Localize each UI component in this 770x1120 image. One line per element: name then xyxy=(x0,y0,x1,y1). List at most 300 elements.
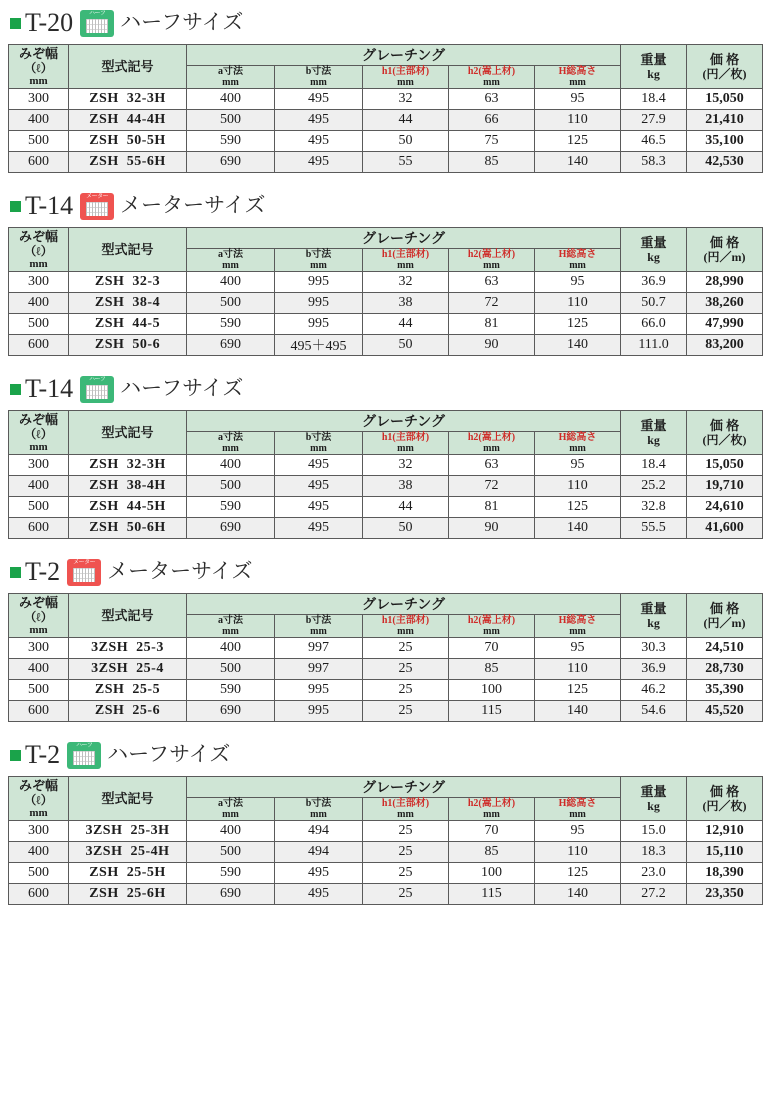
col-price xyxy=(687,45,763,89)
col-h1 xyxy=(363,249,449,272)
cell-groove: 300 xyxy=(9,638,69,659)
col-h1 xyxy=(363,798,449,821)
cell-model xyxy=(69,152,187,173)
col-price xyxy=(687,594,763,638)
cell-a: 690 xyxy=(187,335,275,356)
cell-h1: 32 xyxy=(363,455,449,476)
cell-a: 590 xyxy=(187,314,275,335)
col-a xyxy=(187,249,275,272)
col-b xyxy=(275,66,363,89)
col-b-unit: mm xyxy=(310,260,327,271)
cell-model xyxy=(69,518,187,539)
size-badge-label: ハーフ xyxy=(89,10,106,17)
cell-a: 590 xyxy=(187,863,275,884)
table-header xyxy=(9,45,763,89)
cell-h1: 44 xyxy=(363,314,449,335)
col-h-label: H総高さ xyxy=(558,249,597,260)
table-row xyxy=(9,89,763,110)
cell-price: 35,100 xyxy=(687,131,763,152)
cell-h2: 85 xyxy=(449,152,535,173)
model-text: ZSH 25-6 xyxy=(94,703,161,718)
cell-model xyxy=(69,701,187,722)
col-h-label: H総高さ xyxy=(558,615,597,626)
section-title: メーターサイズ xyxy=(107,560,253,583)
cell-a: 500 xyxy=(187,476,275,497)
table-row xyxy=(9,455,763,476)
cell-b: 494 xyxy=(275,821,363,842)
cell-h2: 63 xyxy=(449,455,535,476)
cell-h1: 50 xyxy=(363,335,449,356)
table-row xyxy=(9,476,763,497)
size-badge-label: メーター xyxy=(86,193,109,200)
model-text: 3ZSH 25-4 xyxy=(91,661,164,676)
cell-a: 500 xyxy=(187,659,275,680)
table-row xyxy=(9,821,763,842)
table-body xyxy=(9,272,763,356)
cell-model xyxy=(69,110,187,131)
cell-weight: 30.3 xyxy=(621,638,687,659)
grating-icon xyxy=(73,751,95,765)
cell-h1: 32 xyxy=(363,272,449,293)
cell-h: 110 xyxy=(535,293,621,314)
cell-price: 28,730 xyxy=(687,659,763,680)
price-line-1: 価 格 xyxy=(709,235,740,250)
model-text: ZSH 32-3H xyxy=(89,91,166,106)
table-row xyxy=(9,497,763,518)
col-h1-label: h1(主部材) xyxy=(381,798,430,809)
cell-groove: 600 xyxy=(9,518,69,539)
cell-h2: 72 xyxy=(449,476,535,497)
grating-icon xyxy=(86,202,108,216)
price-line-2: (円／枚) xyxy=(702,799,747,813)
cell-h1: 25 xyxy=(363,659,449,680)
table-header xyxy=(9,411,763,455)
groove-width-line-2: （ℓ） xyxy=(24,426,53,441)
cell-weight: 36.9 xyxy=(621,659,687,680)
cell-model xyxy=(69,272,187,293)
cell-groove: 500 xyxy=(9,680,69,701)
model-text: 3ZSH 25-3H xyxy=(85,823,170,838)
cell-h2: 81 xyxy=(449,314,535,335)
cell-groove: 500 xyxy=(9,131,69,152)
weight-line-2: kg xyxy=(647,799,660,813)
groove-width-line-1: みぞ幅 xyxy=(18,594,58,610)
spec-table xyxy=(8,776,763,905)
cell-b: 495 xyxy=(275,110,363,131)
groove-width-line-3: mm xyxy=(29,257,48,270)
table-row xyxy=(9,518,763,539)
weight-line-2: kg xyxy=(647,433,660,447)
cell-h: 125 xyxy=(535,314,621,335)
col-h2-label: h2(嵩上材) xyxy=(467,798,516,809)
spec-table xyxy=(8,227,763,356)
cell-price: 23,350 xyxy=(687,884,763,905)
col-b-label: b寸法 xyxy=(305,798,332,809)
cell-model xyxy=(69,455,187,476)
groove-width-line-3: mm xyxy=(29,74,48,87)
spec-table xyxy=(8,593,763,722)
cell-a: 400 xyxy=(187,638,275,659)
cell-a: 400 xyxy=(187,821,275,842)
cell-price: 38,260 xyxy=(687,293,763,314)
section-code: T-14 xyxy=(25,374,74,403)
col-model: 型式記号 xyxy=(69,777,187,821)
col-h2 xyxy=(449,798,535,821)
col-h2-label: h2(嵩上材) xyxy=(467,432,516,443)
cell-price: 15,110 xyxy=(687,842,763,863)
cell-h2: 85 xyxy=(449,659,535,680)
grating-icon xyxy=(73,568,95,582)
cell-price: 42,530 xyxy=(687,152,763,173)
cell-h: 125 xyxy=(535,131,621,152)
cell-h: 140 xyxy=(535,701,621,722)
col-groove-width xyxy=(9,45,69,89)
cell-h1: 38 xyxy=(363,293,449,314)
cell-price: 21,410 xyxy=(687,110,763,131)
cell-groove: 400 xyxy=(9,110,69,131)
col-h2 xyxy=(449,249,535,272)
cell-h1: 32 xyxy=(363,89,449,110)
cell-groove: 600 xyxy=(9,884,69,905)
cell-h2: 66 xyxy=(449,110,535,131)
col-weight xyxy=(621,228,687,272)
header-row xyxy=(9,228,763,249)
size-badge xyxy=(80,193,114,220)
price-line-2: (円／枚) xyxy=(702,433,747,447)
model-text: ZSH 25-6H xyxy=(89,886,166,901)
col-model: 型式記号 xyxy=(69,594,187,638)
cell-a: 400 xyxy=(187,455,275,476)
col-model: 型式記号 xyxy=(69,411,187,455)
col-h1-unit: mm xyxy=(397,260,414,271)
table-header xyxy=(9,777,763,821)
cell-groove: 600 xyxy=(9,335,69,356)
cell-h: 140 xyxy=(535,335,621,356)
size-badge xyxy=(80,376,114,403)
bullet-icon xyxy=(10,567,21,578)
table-row xyxy=(9,638,763,659)
cell-price: 83,200 xyxy=(687,335,763,356)
col-a-unit: mm xyxy=(222,77,239,88)
cell-price: 18,390 xyxy=(687,863,763,884)
cell-h2: 100 xyxy=(449,680,535,701)
cell-h2: 85 xyxy=(449,842,535,863)
weight-line-2: kg xyxy=(647,67,660,81)
col-b-unit: mm xyxy=(310,626,327,637)
table-body xyxy=(9,89,763,173)
col-h xyxy=(535,798,621,821)
cell-weight: 46.2 xyxy=(621,680,687,701)
col-grating-group: グレーチング xyxy=(187,45,621,66)
weight-line-1: 重量 xyxy=(640,235,667,250)
model-text: ZSH 38-4 xyxy=(94,295,161,310)
cell-model xyxy=(69,863,187,884)
cell-groove: 300 xyxy=(9,821,69,842)
cell-model xyxy=(69,497,187,518)
cell-model xyxy=(69,314,187,335)
cell-model xyxy=(69,842,187,863)
cell-model xyxy=(69,884,187,905)
table-row xyxy=(9,152,763,173)
groove-width-line-2: （ℓ） xyxy=(24,792,53,807)
cell-h: 110 xyxy=(535,842,621,863)
bullet-icon xyxy=(10,201,21,212)
cell-h1: 25 xyxy=(363,842,449,863)
cell-h: 125 xyxy=(535,863,621,884)
model-text: ZSH 25-5 xyxy=(94,682,161,697)
cell-h: 95 xyxy=(535,821,621,842)
cell-a: 690 xyxy=(187,884,275,905)
cell-price: 15,050 xyxy=(687,455,763,476)
cell-a: 690 xyxy=(187,518,275,539)
col-b-label: b寸法 xyxy=(305,66,332,77)
cell-weight: 15.0 xyxy=(621,821,687,842)
col-weight xyxy=(621,594,687,638)
cell-h2: 115 xyxy=(449,884,535,905)
grating-icon xyxy=(86,19,108,33)
bullet-icon xyxy=(10,384,21,395)
groove-width-line-2: （ℓ） xyxy=(24,609,53,624)
cell-model xyxy=(69,335,187,356)
weight-line-1: 重量 xyxy=(640,601,667,616)
groove-width-line-3: mm xyxy=(29,440,48,453)
cell-a: 590 xyxy=(187,497,275,518)
cell-groove: 400 xyxy=(9,476,69,497)
col-h2-unit: mm xyxy=(483,809,500,820)
col-groove-width xyxy=(9,594,69,638)
cell-a: 400 xyxy=(187,272,275,293)
cell-price: 28,990 xyxy=(687,272,763,293)
table-body xyxy=(9,455,763,539)
section-code: T-14 xyxy=(25,191,74,220)
col-b xyxy=(275,432,363,455)
col-b-unit: mm xyxy=(310,443,327,454)
price-line-1: 価 格 xyxy=(709,601,740,616)
col-a-label: a寸法 xyxy=(218,66,243,77)
col-grating-group: グレーチング xyxy=(187,777,621,798)
cell-h: 95 xyxy=(535,638,621,659)
col-h2 xyxy=(449,432,535,455)
table-row xyxy=(9,659,763,680)
cell-model xyxy=(69,680,187,701)
col-h2 xyxy=(449,66,535,89)
col-b-unit: mm xyxy=(310,77,327,88)
cell-model xyxy=(69,293,187,314)
cell-h1: 44 xyxy=(363,110,449,131)
col-h-unit: mm xyxy=(569,809,586,820)
table-row xyxy=(9,314,763,335)
cell-b: 494 xyxy=(275,842,363,863)
cell-weight: 36.9 xyxy=(621,272,687,293)
cell-h1: 44 xyxy=(363,497,449,518)
groove-width-line-1: みぞ幅 xyxy=(18,228,58,244)
section-code: T-2 xyxy=(25,557,61,586)
col-b-label: b寸法 xyxy=(305,249,332,260)
col-a-label: a寸法 xyxy=(218,798,243,809)
col-h-label: H総高さ xyxy=(558,798,597,809)
col-h-label: H総高さ xyxy=(558,432,597,443)
cell-price: 47,990 xyxy=(687,314,763,335)
cell-a: 500 xyxy=(187,110,275,131)
weight-line-2: kg xyxy=(647,616,660,630)
cell-groove: 600 xyxy=(9,701,69,722)
col-b xyxy=(275,615,363,638)
section-title: ハーフサイズ xyxy=(107,743,231,766)
section-code: T-20 xyxy=(25,8,74,37)
cell-a: 590 xyxy=(187,680,275,701)
col-groove-width xyxy=(9,777,69,821)
table-body xyxy=(9,821,763,905)
col-h xyxy=(535,432,621,455)
cell-groove: 300 xyxy=(9,89,69,110)
section-code: T-2 xyxy=(25,740,61,769)
price-line-2: (円／m) xyxy=(703,250,746,264)
cell-b: 997 xyxy=(275,638,363,659)
col-model: 型式記号 xyxy=(69,228,187,272)
col-h1-label: h1(主部材) xyxy=(381,249,430,260)
cell-h1: 25 xyxy=(363,680,449,701)
col-weight xyxy=(621,777,687,821)
col-h1-label: h1(主部材) xyxy=(381,615,430,626)
col-a-unit: mm xyxy=(222,443,239,454)
model-text: ZSH 38-4H xyxy=(89,478,166,493)
col-h1-unit: mm xyxy=(397,626,414,637)
col-h1-unit: mm xyxy=(397,809,414,820)
cell-b: 995 xyxy=(275,701,363,722)
groove-width-line-1: みぞ幅 xyxy=(18,777,58,793)
col-a-label: a寸法 xyxy=(218,249,243,260)
col-groove-width xyxy=(9,228,69,272)
cell-h: 140 xyxy=(535,518,621,539)
col-a xyxy=(187,432,275,455)
bullet-icon xyxy=(10,18,21,29)
cell-a: 400 xyxy=(187,89,275,110)
col-h-unit: mm xyxy=(569,260,586,271)
spec-table xyxy=(8,410,763,539)
header-row xyxy=(9,45,763,66)
table-row xyxy=(9,701,763,722)
col-grating-group: グレーチング xyxy=(187,411,621,432)
col-a xyxy=(187,615,275,638)
cell-b: 995 xyxy=(275,272,363,293)
cell-b: 495 xyxy=(275,518,363,539)
model-text: ZSH 32-3 xyxy=(94,274,161,289)
cell-b: 997 xyxy=(275,659,363,680)
header-row xyxy=(9,594,763,615)
cell-h1: 25 xyxy=(363,821,449,842)
cell-h1: 50 xyxy=(363,131,449,152)
header-row xyxy=(9,411,763,432)
cell-price: 35,390 xyxy=(687,680,763,701)
size-badge-label: ハーフ xyxy=(89,376,106,383)
cell-b: 495 xyxy=(275,89,363,110)
cell-weight: 54.6 xyxy=(621,701,687,722)
size-badge-label: ハーフ xyxy=(76,742,93,749)
cell-h: 125 xyxy=(535,497,621,518)
cell-a: 690 xyxy=(187,701,275,722)
groove-width-line-2: （ℓ） xyxy=(24,243,53,258)
col-h-label: H総高さ xyxy=(558,66,597,77)
cell-groove: 400 xyxy=(9,293,69,314)
cell-h: 95 xyxy=(535,272,621,293)
size-badge xyxy=(67,742,101,769)
col-a-label: a寸法 xyxy=(218,615,243,626)
groove-width-line-1: みぞ幅 xyxy=(18,411,58,427)
cell-h2: 75 xyxy=(449,131,535,152)
cell-b: 995 xyxy=(275,314,363,335)
col-b-label: b寸法 xyxy=(305,432,332,443)
section-heading xyxy=(10,555,762,589)
cell-weight: 27.9 xyxy=(621,110,687,131)
cell-b: 495 xyxy=(275,884,363,905)
cell-weight: 18.4 xyxy=(621,89,687,110)
cell-a: 500 xyxy=(187,293,275,314)
weight-line-1: 重量 xyxy=(640,52,667,67)
table-row xyxy=(9,863,763,884)
groove-width-line-3: mm xyxy=(29,623,48,636)
cell-price: 12,910 xyxy=(687,821,763,842)
spec-section xyxy=(8,189,762,356)
cell-h1: 55 xyxy=(363,152,449,173)
model-text: ZSH 25-5H xyxy=(89,865,166,880)
price-line-1: 価 格 xyxy=(709,418,740,433)
col-groove-width xyxy=(9,411,69,455)
col-a-unit: mm xyxy=(222,626,239,637)
price-line-1: 価 格 xyxy=(709,52,740,67)
col-h2-label: h2(嵩上材) xyxy=(467,615,516,626)
table-row xyxy=(9,293,763,314)
cell-b: 995 xyxy=(275,293,363,314)
cell-b: 495 xyxy=(275,497,363,518)
col-h-unit: mm xyxy=(569,443,586,454)
cell-b: 495 xyxy=(275,152,363,173)
cell-h2: 63 xyxy=(449,89,535,110)
cell-h: 110 xyxy=(535,110,621,131)
col-h1 xyxy=(363,432,449,455)
model-text: ZSH 50-6 xyxy=(94,337,161,352)
cell-weight: 66.0 xyxy=(621,314,687,335)
cell-h: 140 xyxy=(535,884,621,905)
col-h2-unit: mm xyxy=(483,443,500,454)
cell-b: 995 xyxy=(275,680,363,701)
table-row xyxy=(9,110,763,131)
col-a-label: a寸法 xyxy=(218,432,243,443)
col-b-unit: mm xyxy=(310,809,327,820)
col-h1-label: h1(主部材) xyxy=(381,66,430,77)
cell-model xyxy=(69,659,187,680)
col-a xyxy=(187,798,275,821)
col-a xyxy=(187,66,275,89)
cell-h2: 100 xyxy=(449,863,535,884)
col-weight xyxy=(621,45,687,89)
col-h2-label: h2(嵩上材) xyxy=(467,66,516,77)
cell-h: 140 xyxy=(535,152,621,173)
col-h xyxy=(535,66,621,89)
table-row xyxy=(9,680,763,701)
cell-groove: 500 xyxy=(9,497,69,518)
col-h xyxy=(535,249,621,272)
col-price xyxy=(687,777,763,821)
cell-model xyxy=(69,89,187,110)
cell-price: 24,510 xyxy=(687,638,763,659)
cell-model xyxy=(69,821,187,842)
spec-section xyxy=(8,6,762,173)
cell-h2: 70 xyxy=(449,638,535,659)
col-h-unit: mm xyxy=(569,77,586,88)
col-grating-group: グレーチング xyxy=(187,228,621,249)
cell-model xyxy=(69,638,187,659)
table-header xyxy=(9,594,763,638)
